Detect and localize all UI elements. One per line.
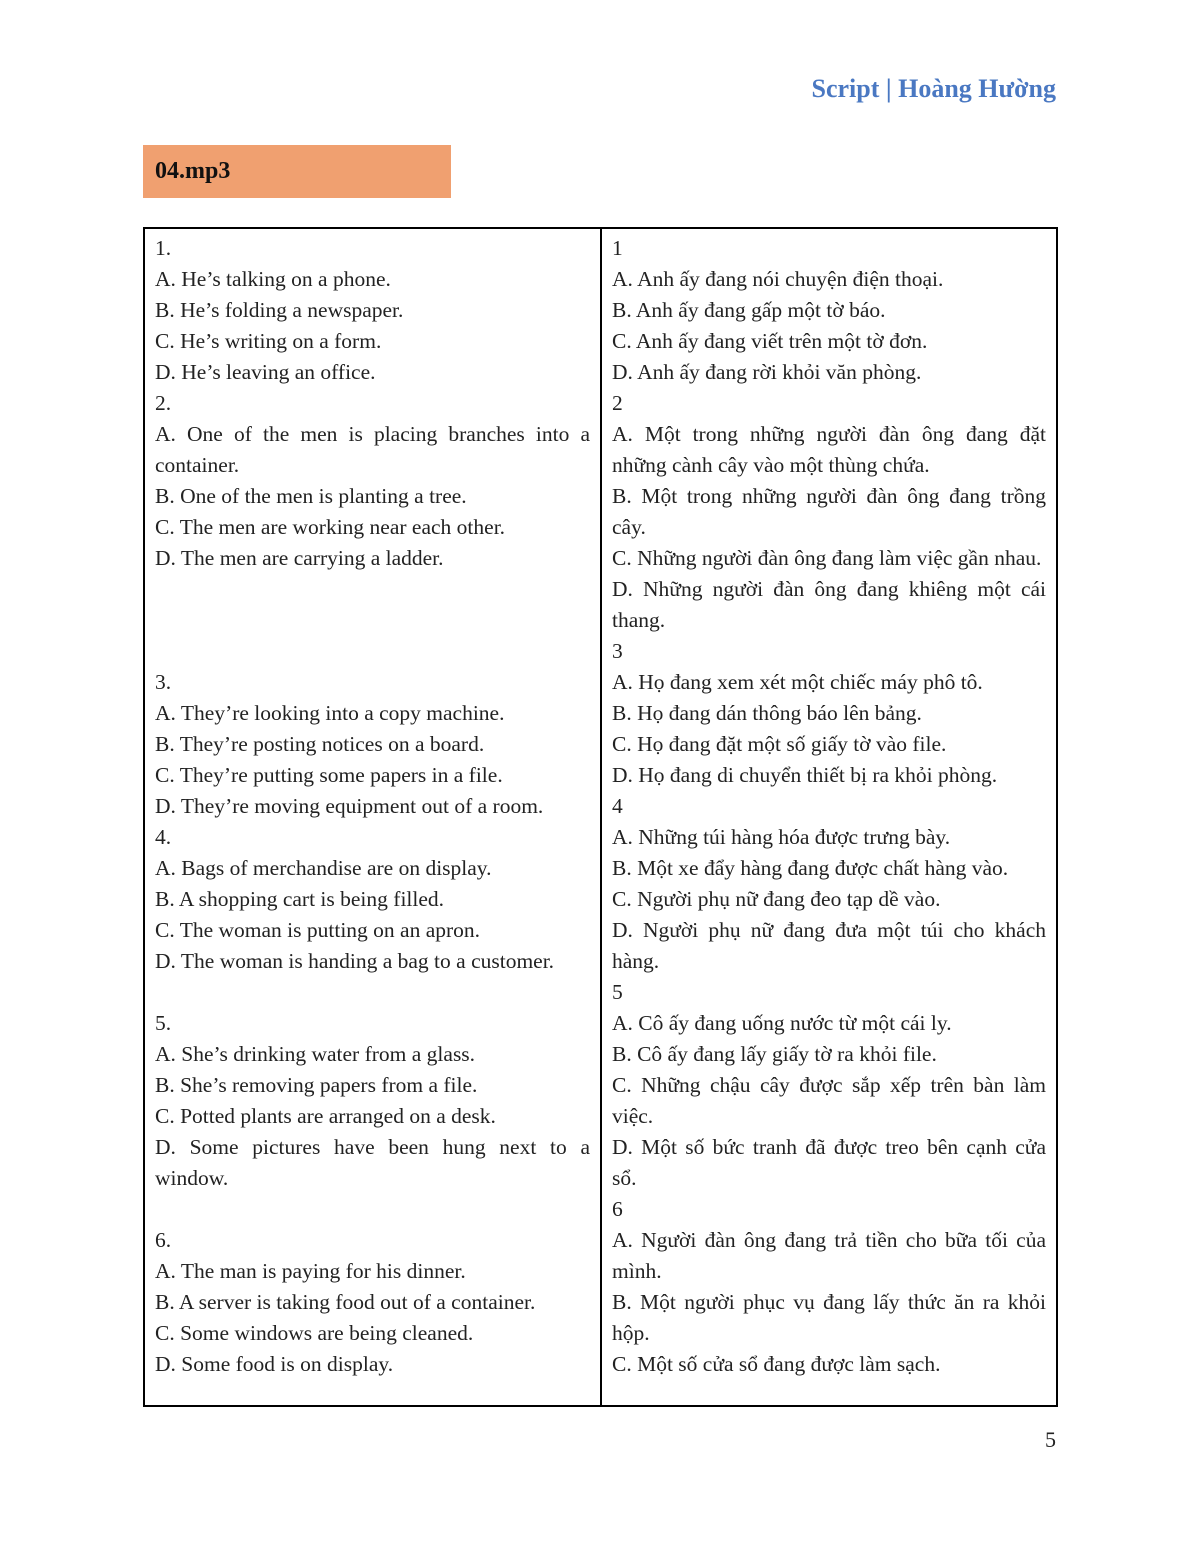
option-text: B. One of the men is planting a tree. [155,484,467,508]
row-spacer [155,1194,590,1225]
option-text: D. He’s leaving an office. [155,360,376,384]
translation-text: A. Cô ấy đang uống nước từ một cái ly. [612,1011,952,1035]
translation-text: C. Những chậu cây được sắp xếp trên bàn làm việc. [612,1073,1046,1128]
translation-text: A. Anh ấy đang nói chuyện điện thoại. [612,267,944,291]
option-text: C. The men are working near each other. [155,515,506,539]
option-text: D. The men are carrying a ladder. [155,546,444,570]
question-number: 3 [612,639,623,663]
option-text: D. Some pictures have been hung next to a window. [155,1135,590,1190]
translation-text: D. Anh ấy đang rời khỏi văn phòng. [612,360,922,384]
audio-file-banner [143,145,451,198]
question-number: 4 [612,794,623,818]
audio-filename: 04.mp3 [155,158,231,184]
option-text: B. A server is taking food out of a container. [155,1290,536,1314]
translation-text: C. Người phụ nữ đang đeo tạp dề vào. [612,887,941,911]
row-spacer [155,574,590,667]
question-number: 2 [612,391,623,415]
translation-text: D. Một số bức tranh đã được treo bên cạnh cửa sổ. [612,1135,1046,1190]
option-text: A. One of the men is placing branches into a container. [155,422,590,477]
script-table [143,227,1058,1407]
question-number: 1 [612,236,623,260]
translation-text: B. Một trong những người đàn ông đang trồng cây. [612,484,1046,539]
translation-text: B. Một xe đẩy hàng đang được chất hàng vào. [612,856,1009,880]
translation-text: A. Họ đang xem xét một chiếc máy phô tô. [612,670,983,694]
question-number: 6 [612,1197,623,1221]
option-text: A. He’s talking on a phone. [155,267,391,291]
option-text: A. She’s drinking water from a glass. [155,1042,476,1066]
translation-text: A. Một trong những người đàn ông đang đặt những cành cây vào một thùng chứa. [612,422,1046,477]
translation-text: C. Họ đang đặt một số giấy tờ vào file. [612,732,947,756]
page-header-title: Script | Hoàng Hường [811,74,1056,103]
option-text: D. Some food is on display. [155,1352,394,1376]
question-number: 1. [155,236,172,260]
option-text: C. He’s writing on a form. [155,329,382,353]
row-spacer [155,977,590,1008]
translation-text: C. Anh ấy đang viết trên một tờ đơn. [612,329,928,353]
page-number: 5 [1045,1427,1056,1452]
option-text: D. The woman is handing a bag to a customer. [155,949,555,973]
translation-text: B. Anh ấy đang gấp một tờ báo. [612,298,886,322]
translation-text: B. Một người phục vụ đang lấy thức ăn ra khỏi hộp. [612,1290,1046,1345]
question-number: 6. [155,1228,172,1252]
question-number: 3. [155,670,172,694]
question-number: 5 [612,980,623,1004]
translation-text: A. Những túi hàng hóa được trưng bày. [612,825,951,849]
english-column [145,229,602,1405]
translation-text: C. Những người đàn ông đang làm việc gần nhau. [612,546,1042,570]
translation-text: C. Một số cửa sổ đang được làm sạch. [612,1352,941,1376]
option-text: A. They’re looking into a copy machine. [155,701,505,725]
option-text: C. The woman is putting on an apron. [155,918,481,942]
option-text: A. The man is paying for his dinner. [155,1259,466,1283]
option-text: D. They’re moving equipment out of a room. [155,794,544,818]
option-text: C. They’re putting some papers in a file. [155,763,503,787]
question-number: 5. [155,1011,172,1035]
vietnamese-column [602,229,1056,1405]
question-number: 4. [155,825,172,849]
option-text: A. Bags of merchandise are on display. [155,856,492,880]
translation-text: D. Họ đang di chuyển thiết bị ra khỏi phòng. [612,763,998,787]
translation-text: D. Người phụ nữ đang đưa một túi cho khách hàng. [612,918,1046,973]
option-text: B. A shopping cart is being filled. [155,887,445,911]
question-number: 2. [155,391,172,415]
translation-text: A. Người đàn ông đang trả tiền cho bữa tối của mình. [612,1228,1046,1283]
option-text: B. He’s folding a newspaper. [155,298,404,322]
option-text: C. Potted plants are arranged on a desk. [155,1104,496,1128]
option-text: C. Some windows are being cleaned. [155,1321,474,1345]
option-text: B. She’s removing papers from a file. [155,1073,478,1097]
translation-text: B. Cô ấy đang lấy giấy tờ ra khỏi file. [612,1042,937,1066]
translation-text: D. Những người đàn ông đang khiêng một cái thang. [612,577,1046,632]
option-text: B. They’re posting notices on a board. [155,732,485,756]
translation-text: B. Họ đang dán thông báo lên bảng. [612,701,922,725]
